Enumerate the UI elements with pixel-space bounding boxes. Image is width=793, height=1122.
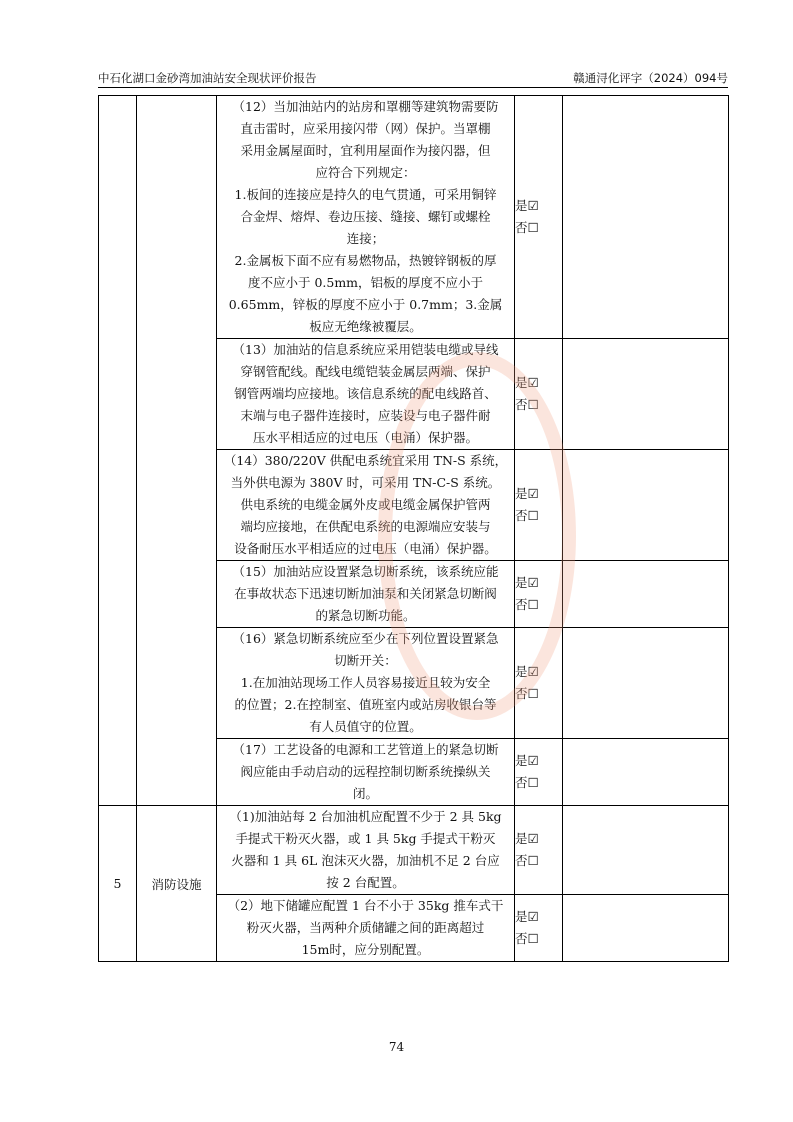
item-name-cell <box>137 96 217 806</box>
remark-cell <box>563 96 729 339</box>
remark-cell <box>563 806 729 895</box>
check-cell <box>515 96 563 339</box>
requirement-line: 火器和 1 具 6L 泡沫灭火器，加油机不足 2 台应 <box>231 853 500 868</box>
yes-checkbox[interactable]: 是☑ <box>515 753 539 768</box>
requirement-line: 穿钢管配线。配线电缆铠装金属层两端、保护 <box>240 364 491 379</box>
requirement-line: 的紧急切断功能。 <box>315 608 416 623</box>
requirement-line: 末端与电子器件连接时，应装设与电子器件耐 <box>240 408 491 423</box>
requirement-line: 设备耐压水平相适应的过电压（电涌）保护器。 <box>234 541 497 556</box>
requirement-cell <box>217 561 515 628</box>
no-checkbox[interactable]: 否☐ <box>515 686 539 701</box>
requirement-line: 在事故状态下迅速切断加油泵和关闭紧急切断阀 <box>234 586 497 601</box>
requirement-line: （13）加油站的信息系统应采用铠装电缆或导线 <box>232 342 499 357</box>
requirement-cell <box>217 96 515 339</box>
requirement-line: （12）当加油站内的站房和罩棚等建筑物需要防 <box>232 99 499 114</box>
remark-cell <box>563 450 729 561</box>
requirement-line: 1.板间的连接应是持久的电气贯通，可采用铜锌 <box>234 187 497 202</box>
yes-checkbox[interactable]: 是☑ <box>515 664 539 679</box>
yes-checkbox[interactable]: 是☑ <box>515 198 539 213</box>
yes-checkbox[interactable]: 是☑ <box>515 486 539 501</box>
requirement-line: 的位置；2.在控制室、值班室内或站房收银台等 <box>234 697 497 712</box>
check-cell <box>515 895 563 962</box>
requirement-line: 连接； <box>346 231 385 246</box>
page-header <box>98 67 728 88</box>
requirement-line: 合金焊、熔焊、卷边压接、缝接、螺钉或螺栓 <box>240 209 491 224</box>
table-row <box>99 96 729 339</box>
check-cell <box>515 561 563 628</box>
requirement-line: 切断开关： <box>334 653 397 668</box>
requirement-line: （17）工艺设备的电源和工艺管道上的紧急切断 <box>232 742 499 757</box>
requirement-line: （14）380/220V 供配电系统宜采用 TN-S 系统， <box>223 453 508 468</box>
check-cell <box>515 450 563 561</box>
report-title: 中石化湖口金砂湾加油站安全现状评价报告 <box>98 71 317 85</box>
requirement-line: 1.在加油站现场工作人员容易接近且较为安全 <box>240 675 491 690</box>
no-checkbox[interactable]: 否☐ <box>515 397 539 412</box>
requirement-line: 应符合下列规定： <box>315 165 416 180</box>
no-checkbox[interactable]: 否☐ <box>515 508 539 523</box>
remark-cell <box>563 739 729 806</box>
requirement-line: 手提式干粉灭火器，或 1 具 5kg 手提式干粉灭 <box>235 831 496 846</box>
requirement-line: 钢管两端均应接地。该信息系统的配电线路首、 <box>234 386 497 401</box>
yes-checkbox[interactable]: 是☑ <box>515 575 539 590</box>
requirement-line: 压水平相适应的过电压（电涌）保护器。 <box>252 430 478 445</box>
requirement-cell <box>217 806 515 895</box>
remark-cell <box>563 339 729 450</box>
requirement-line: （15）加油站应设置紧急切断系统，该系统应能 <box>232 564 499 579</box>
requirement-line: 度不应小于 0.5mm，铝板的厚度不应小于 <box>247 275 484 290</box>
section-number: 5 <box>99 806 137 962</box>
requirement-line: 粉灭火器，当两种介质储罐之间的距离超过 <box>246 920 485 935</box>
no-checkbox[interactable]: 否☐ <box>515 931 539 946</box>
requirement-line: （2）地下储罐应配置 1 台不小于 35kg 推车式干 <box>227 898 504 913</box>
requirement-line: 板应无绝缘被覆层。 <box>309 319 422 334</box>
yes-checkbox[interactable]: 是☑ <box>515 909 539 924</box>
requirement-line: 闭。 <box>352 786 378 801</box>
item-number-cell <box>99 96 137 806</box>
no-checkbox[interactable]: 否☐ <box>515 220 539 235</box>
remark-cell <box>563 895 729 962</box>
requirement-line: 端均应接地，在供配电系统的电源端应安装与 <box>240 519 491 534</box>
evaluation-table <box>98 95 729 962</box>
report-number: 赣通浔化评字（2024）094号 <box>573 71 728 85</box>
requirement-line: 采用金属屋面时，宜利用屋面作为接闪器，但 <box>240 143 491 158</box>
requirement-cell <box>217 628 515 739</box>
remark-cell <box>563 561 729 628</box>
requirement-line: （1)加油站每 2 台加油机应配置不少于 2 具 5kg <box>229 809 502 824</box>
remark-cell <box>563 628 729 739</box>
no-checkbox[interactable]: 否☐ <box>515 775 539 790</box>
check-cell <box>515 339 563 450</box>
requirement-line: 15m时，应分别配置。 <box>301 942 430 957</box>
requirement-cell <box>217 895 515 962</box>
requirement-line: （16）紧急切断系统应至少在下列位置设置紧急 <box>232 631 499 646</box>
requirement-line: 按 2 台配置。 <box>326 875 405 890</box>
no-checkbox[interactable]: 否☐ <box>515 853 539 868</box>
check-cell <box>515 628 563 739</box>
check-cell <box>515 806 563 895</box>
check-cell <box>515 739 563 806</box>
yes-checkbox[interactable]: 是☑ <box>515 375 539 390</box>
requirement-line: 阀应能由手动启动的远程控制切断系统操纵关 <box>240 764 491 779</box>
no-checkbox[interactable]: 否☐ <box>515 597 539 612</box>
requirement-line: 有人员值守的位置。 <box>309 719 422 734</box>
page-number: 74 <box>388 1040 405 1054</box>
table-row <box>99 806 729 895</box>
requirement-cell <box>217 739 515 806</box>
requirement-line: 供电系统的电缆金属外皮或电缆金属保护管两 <box>240 497 491 512</box>
requirement-cell <box>217 450 515 561</box>
section-name: 消防设施 <box>137 806 217 962</box>
requirement-line: 2.金属板下面不应有易燃物品，热镀锌钢板的厚 <box>234 253 497 268</box>
yes-checkbox[interactable]: 是☑ <box>515 831 539 846</box>
requirement-line: 当外供电源为 380V 时，可采用 TN-C-S 系统。 <box>230 475 501 490</box>
requirement-line: 0.65mm，锌板的厚度不应小于 0.7mm；3.金属 <box>228 297 503 312</box>
requirement-line: 直击雷时，应采用接闪带（网）保护。当罩棚 <box>240 121 491 136</box>
requirement-cell <box>217 339 515 450</box>
